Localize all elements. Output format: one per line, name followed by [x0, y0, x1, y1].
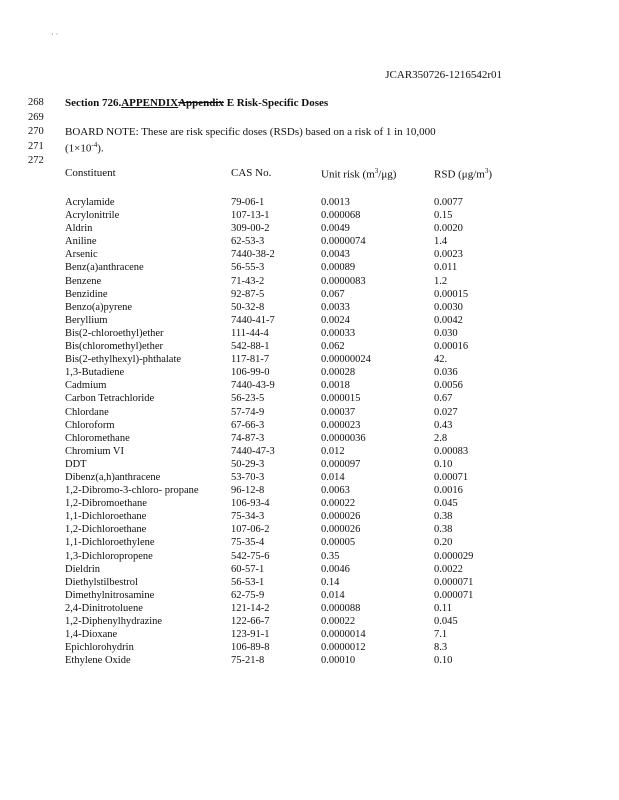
table-row — [65, 248, 524, 261]
unit-risk-cell: 0.014 — [321, 589, 345, 601]
table-row — [65, 628, 524, 641]
rsd-cell: 0.38 — [434, 524, 453, 536]
constituent-cell: Dimethylnitrosamine — [65, 589, 155, 601]
rsd-cell: 0.000071 — [434, 576, 474, 588]
rsd-cell: 0.036 — [434, 367, 458, 379]
constituent-cell: 1,4-Dioxane — [65, 629, 118, 641]
table-row — [65, 314, 524, 327]
cas-number-cell: 106-93-4 — [231, 498, 270, 510]
table-row — [65, 484, 524, 497]
constituent-cell: Ethylene Oxide — [65, 655, 131, 667]
constituent-cell: 2,4-Dinitrotoluene — [65, 602, 143, 614]
constituent-cell: 1,3-Butadiene — [65, 367, 125, 379]
rsd-cell: 0.045 — [434, 616, 458, 627]
cas-number-cell: 53-70-3 — [231, 471, 265, 483]
cas-number-cell: 60-57-1 — [231, 563, 265, 575]
line-number: 270 — [28, 126, 44, 137]
unit-risk-cell: 0.00000024 — [321, 354, 371, 366]
constituent-cell: 1,2-Dibromo-3-chloro- propane — [65, 485, 199, 497]
cas-number-cell: 56-23-5 — [231, 393, 265, 405]
table-row — [65, 432, 524, 445]
unit-risk-cell: 0.00028 — [321, 367, 356, 379]
table-row — [65, 353, 524, 366]
line-number: 268 — [28, 97, 44, 108]
cas-number-cell: 117-81-7 — [231, 354, 270, 366]
cas-number-cell: 74-87-3 — [231, 432, 265, 444]
unit-risk-cell: 0.0046 — [321, 563, 350, 575]
line-number: 272 — [28, 155, 44, 166]
rsd-cell: 0.011 — [434, 262, 458, 274]
rsd-cell: 0.0023 — [434, 249, 463, 261]
rsd-cell: 0.045 — [434, 498, 458, 510]
unit-risk-cell: 0.0000074 — [321, 236, 366, 248]
constituent-cell: Benzene — [65, 275, 102, 287]
rsd-cell: 0.11 — [434, 602, 452, 614]
constituent-cell: Arsenic — [65, 249, 98, 261]
cas-number-cell: 107-13-1 — [231, 210, 270, 222]
unit-risk-cell: 0.35 — [321, 550, 340, 562]
unit-risk-cell: 0.067 — [321, 288, 345, 300]
rsd-cell: 0.15 — [434, 210, 453, 222]
scan-artifact: · · — [51, 30, 59, 39]
rsd-cell: 0.0022 — [434, 563, 463, 575]
cas-number-cell: 56-55-3 — [231, 262, 265, 274]
unit-risk-cell: 0.00089 — [321, 262, 356, 274]
cas-number-cell: 50-32-8 — [231, 301, 265, 313]
rsd-cell: 0.0077 — [434, 197, 463, 208]
table-row — [65, 275, 524, 288]
rsd-cell: 1.2 — [434, 275, 448, 287]
cas-number-cell: 57-74-9 — [231, 406, 265, 418]
rsd-cell: 0.10 — [434, 458, 453, 470]
rsd-cell: 0.0016 — [434, 485, 463, 497]
table-row — [65, 222, 524, 235]
table-row — [65, 406, 524, 419]
table-row — [65, 340, 524, 353]
constituent-cell: 1,1-Dichloroethane — [65, 511, 147, 523]
table-row — [65, 563, 524, 576]
cas-number-cell: 75-35-4 — [231, 537, 265, 549]
header-unit-risk: Unit risk $(m^3/\mu g)$ — [321, 167, 397, 181]
rsd-cell: 0.38 — [434, 511, 453, 523]
constituent-cell: Benzidine — [65, 288, 108, 300]
unit-risk-cell: 0.000026 — [321, 511, 361, 523]
table-row — [65, 471, 524, 484]
rsd-cell: 0.000029 — [434, 550, 474, 562]
constituent-cell: Aldrin — [65, 223, 93, 235]
unit-risk-cell: 0.0000012 — [321, 642, 366, 654]
cas-number-cell: 96-12-8 — [231, 485, 265, 497]
table-row — [65, 523, 524, 536]
cas-number-cell: 122-66-7 — [231, 616, 270, 627]
constituent-cell: 1,3-Dichloropropene — [65, 550, 153, 562]
constituent-cell: Aniline — [65, 236, 97, 248]
constituent-cell: Chromium VI — [65, 445, 125, 457]
table-row — [65, 419, 524, 432]
cas-number-cell: 67-66-3 — [231, 419, 265, 431]
unit-risk-cell: 0.014 — [321, 471, 345, 483]
rsd-cell: 0.0042 — [434, 314, 463, 326]
unit-risk-cell: 0.00022 — [321, 498, 356, 510]
constituent-cell: Bis(2-ethylhexyl)-phthalate — [65, 354, 182, 366]
cas-number-cell: 107-06-2 — [231, 524, 270, 536]
unit-risk-cell: 0.062 — [321, 341, 345, 353]
table-row — [65, 209, 524, 222]
constituent-cell: 1,2-Dichloroethane — [65, 524, 147, 536]
table-row — [65, 288, 524, 301]
constituent-cell: Acrylonitrile — [65, 210, 120, 222]
unit-risk-cell: 0.0043 — [321, 249, 350, 261]
constituent-cell: 1,2-Diphenylhydrazine — [65, 616, 163, 627]
unit-risk-cell: 0.0049 — [321, 223, 350, 235]
unit-risk-cell: 0.0000083 — [321, 275, 366, 287]
constituent-cell: DDT — [65, 458, 87, 470]
constituent-cell: Beryllium — [65, 314, 108, 326]
cas-number-cell: 92-87-5 — [231, 288, 265, 300]
cas-number-cell: 75-34-3 — [231, 511, 265, 523]
table-row — [65, 196, 524, 209]
rsd-cell: 1.4 — [434, 236, 448, 248]
unit-risk-cell: 0.0013 — [321, 197, 350, 208]
unit-risk-cell: 0.00005 — [321, 537, 356, 549]
cas-number-cell: 56-53-1 — [231, 576, 265, 588]
unit-risk-cell: 0.0000036 — [321, 432, 366, 444]
cas-number-cell: 62-53-3 — [231, 236, 265, 248]
rsd-cell: 2.8 — [434, 432, 448, 444]
constituent-cell: Bis(2-chloroethyl)ether — [65, 327, 164, 339]
table-row — [65, 589, 524, 602]
unit-risk-cell: 0.00022 — [321, 616, 356, 627]
rsd-cell: 0.00016 — [434, 341, 469, 353]
table-row — [65, 602, 524, 615]
table-row — [65, 550, 524, 563]
constituent-cell: Carbon Tetrachloride — [65, 393, 155, 405]
unit-risk-cell: 0.000023 — [321, 419, 361, 431]
line-number: 271 — [28, 141, 44, 152]
cas-number-cell: 111-44-4 — [231, 327, 269, 339]
unit-risk-cell: 0.00033 — [321, 327, 356, 339]
rsd-cell: 0.00015 — [434, 288, 469, 300]
unit-risk-cell: 0.14 — [321, 576, 340, 588]
cas-number-cell: 79-06-1 — [231, 197, 265, 208]
table-row — [65, 497, 524, 510]
constituent-cell: Diethylstilbestrol — [65, 576, 138, 588]
constituent-cell: Cadmium — [65, 380, 107, 392]
header-cas-no: CAS No. — [231, 167, 272, 179]
table-row — [65, 576, 524, 589]
constituent-cell: Chloroform — [65, 419, 115, 431]
document-id: JCAR350726-1216542r01 — [385, 69, 502, 81]
rsd-cell: 0.67 — [434, 393, 453, 405]
table-row — [65, 641, 524, 654]
constituent-cell: Chlordane — [65, 406, 109, 418]
constituent-cell: Benz(a)anthracene — [65, 262, 144, 274]
table-row — [65, 261, 524, 274]
header-rsd: RSD $(\mu g/m^3)$ — [434, 167, 492, 181]
rsd-cell: 0.0030 — [434, 301, 463, 313]
unit-risk-cell: 0.00010 — [321, 655, 356, 667]
cas-number-cell: 542-88-1 — [231, 341, 270, 353]
section-label: Section 726. — [65, 97, 122, 109]
rsd-table-body — [65, 196, 524, 667]
rsd-cell: 0.000071 — [434, 589, 474, 601]
board-note-line1: BOARD NOTE: These are risk specific doses (RSDs) based on a risk of 1 in 10,000 — [65, 126, 436, 138]
unit-risk-cell: 0.0024 — [321, 314, 350, 326]
constituent-cell: Benzo(a)pyrene — [65, 301, 133, 313]
cas-number-cell: 106-99-0 — [231, 367, 270, 379]
table-row — [65, 301, 524, 314]
table-row — [65, 445, 524, 458]
unit-risk-cell: 0.000068 — [321, 210, 361, 222]
unit-risk-cell: 0.0000014 — [321, 629, 366, 641]
constituent-cell: 1,1-Dichloroethylene — [65, 537, 155, 549]
cas-number-cell: 7440-43-9 — [231, 380, 275, 392]
constituent-cell: Dieldrin — [65, 563, 100, 575]
cas-number-cell: 7440-47-3 — [231, 445, 275, 457]
line-number: 269 — [28, 112, 44, 123]
cas-number-cell: 62-75-9 — [231, 589, 265, 601]
board-note-line2: $(1\times 10^{-4})$. — [65, 141, 104, 155]
constituent-cell: Bis(chloromethyl)ether — [65, 341, 163, 353]
unit-risk-cell: 0.012 — [321, 445, 345, 457]
unit-risk-cell: 0.000026 — [321, 524, 361, 536]
unit-risk-cell: 0.000088 — [321, 602, 361, 614]
cas-number-cell: 309-00-2 — [231, 223, 270, 235]
section-heading — [65, 97, 328, 109]
cas-number-cell: 7440-38-2 — [231, 249, 275, 261]
rsd-cell: 0.0056 — [434, 380, 463, 392]
cas-number-cell: 50-29-3 — [231, 458, 265, 470]
table-row — [65, 392, 524, 405]
rsd-cell: 0.10 — [434, 655, 453, 667]
rsd-cell: 0.030 — [434, 327, 458, 339]
rsd-cell: 42. — [434, 354, 448, 366]
cas-number-cell: 106-89-8 — [231, 642, 270, 654]
table-row — [65, 235, 524, 248]
cas-number-cell: 71-43-2 — [231, 275, 265, 287]
section-title: E Risk-Specific Doses — [223, 97, 329, 109]
table-row — [65, 379, 524, 392]
cas-number-cell: 7440-41-7 — [231, 314, 275, 326]
rsd-cell: 0.0020 — [434, 223, 463, 235]
unit-risk-cell: 0.00037 — [321, 406, 356, 418]
cas-number-cell: 542-75-6 — [231, 550, 270, 562]
rsd-cell: 0.027 — [434, 406, 458, 418]
unit-risk-cell: 0.0033 — [321, 301, 350, 313]
cas-number-cell: 121-14-2 — [231, 602, 270, 614]
table-row — [65, 654, 524, 667]
table-row — [65, 458, 524, 471]
constituent-cell: Acrylamide — [65, 197, 115, 208]
header-constituent: Constituent — [65, 167, 116, 179]
cas-number-cell: 123-91-1 — [231, 629, 270, 641]
appendix-deleted: Appendix — [178, 97, 224, 109]
constituent-cell: 1,2-Dibromoethane — [65, 498, 147, 510]
table-row — [65, 536, 524, 549]
rsd-cell: 7.1 — [434, 629, 448, 641]
rsd-cell: 0.20 — [434, 537, 453, 549]
rsd-cell: 0.43 — [434, 419, 453, 431]
constituent-cell: Epichlorohydrin — [65, 642, 134, 654]
rsd-table — [65, 196, 524, 667]
cas-number-cell: 75-21-8 — [231, 655, 265, 667]
constituent-cell: Dibenz(a,h)anthracene — [65, 471, 161, 483]
rsd-cell: 0.00071 — [434, 471, 469, 483]
constituent-cell: Chloromethane — [65, 432, 130, 444]
table-row — [65, 366, 524, 379]
table-row — [65, 615, 524, 628]
appendix-inserted: APPENDIX — [121, 97, 179, 109]
unit-risk-cell: 0.000097 — [321, 458, 361, 470]
table-row — [65, 327, 524, 340]
unit-risk-cell: 0.000015 — [321, 393, 361, 405]
table-row — [65, 510, 524, 523]
rsd-cell: 8.3 — [434, 642, 448, 654]
unit-risk-cell: 0.0018 — [321, 380, 350, 392]
rsd-cell: 0.00083 — [434, 445, 469, 457]
unit-risk-cell: 0.0063 — [321, 485, 350, 497]
